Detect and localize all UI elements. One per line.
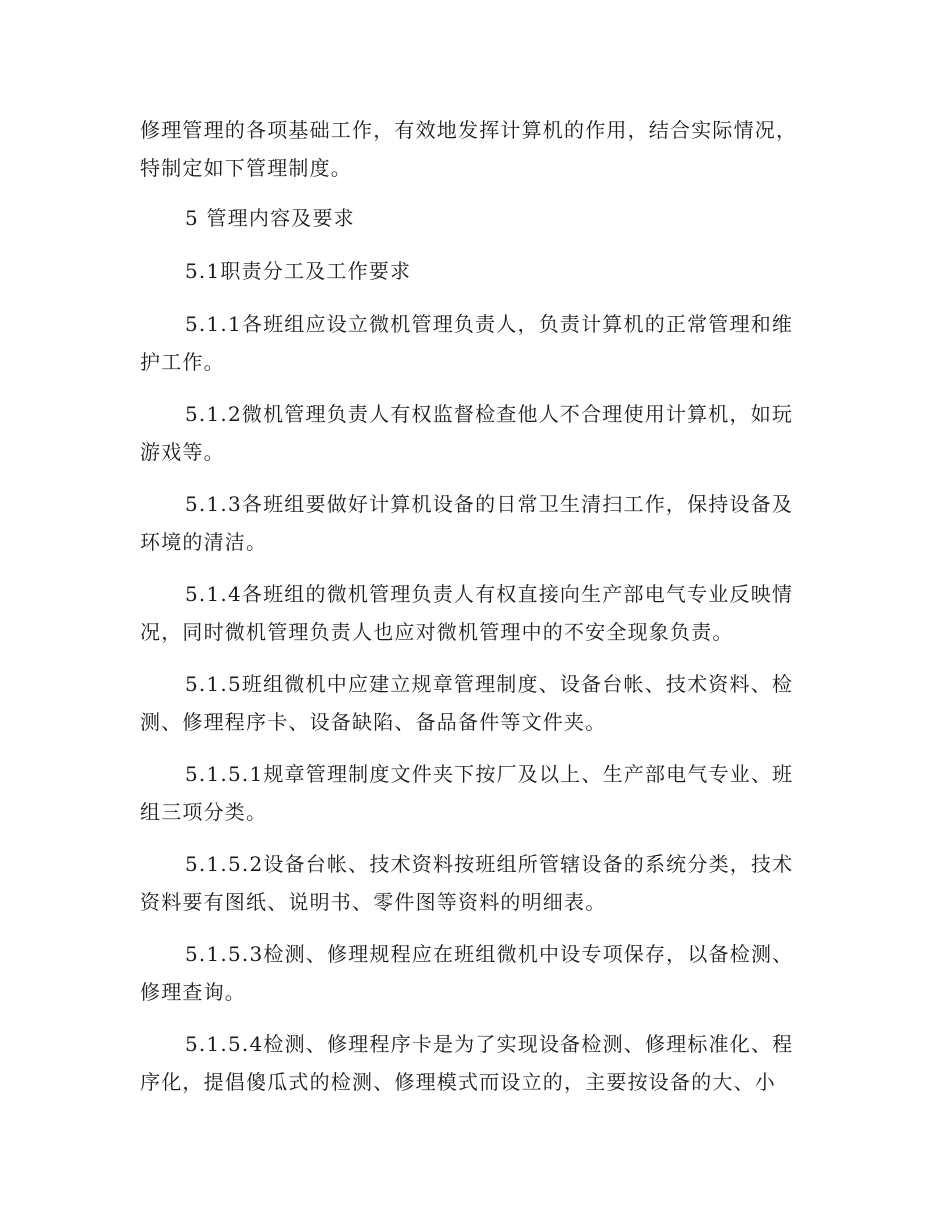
- paragraph-5-1-5-4: 5.1.5.4检测、修理程序卡是为了实现设备检测、修理标准化、程序化，提倡傻瓜式的检测、修理模式而设立的，主要按设备的大、小: [140, 1032, 794, 1094]
- paragraph-intro-continuation: 修理管理的各项基础工作，有效地发挥计算机的作用，结合实际情况，特制定如下管理制度。: [140, 118, 798, 180]
- paragraph-5-1-5: 5.1.5班组微机中应建立规章管理制度、设备台帐、技术资料、检测、修理程序卡、设备缺陷、备品备件等文件夹。: [140, 672, 794, 734]
- paragraph-5-1-3: 5.1.3各班组要做好计算机设备的日常卫生清扫工作，保持设备及环境的清洁。: [140, 492, 794, 554]
- paragraph-5-1-1: 5.1.1各班组应设立微机管理负责人，负责计算机的正常管理和维护工作。: [140, 312, 794, 374]
- paragraph-5-1-5-1: 5.1.5.1规章管理制度文件夹下按厂及以上、生产部电气专业、班组三项分类。: [140, 762, 794, 824]
- section-heading-5: 5 管理内容及要求: [185, 206, 355, 230]
- paragraph-5-1-4: 5.1.4各班组的微机管理负责人有权直接向生产部电气专业反映情况，同时微机管理负责人也应对微机管理中的不安全现象负责。: [140, 582, 794, 644]
- section-heading-5-1: 5.1职责分工及工作要求: [185, 259, 412, 283]
- paragraph-5-1-5-2: 5.1.5.2设备台帐、技术资料按班组所管辖设备的系统分类，技术资料要有图纸、说明书、零件图等资料的明细表。: [140, 852, 794, 914]
- paragraph-5-1-2: 5.1.2微机管理负责人有权监督检查他人不合理使用计算机，如玩游戏等。: [140, 402, 794, 464]
- paragraph-5-1-5-3: 5.1.5.3检测、修理规程应在班组微机中设专项保存，以备检测、修理查询。: [140, 942, 794, 1004]
